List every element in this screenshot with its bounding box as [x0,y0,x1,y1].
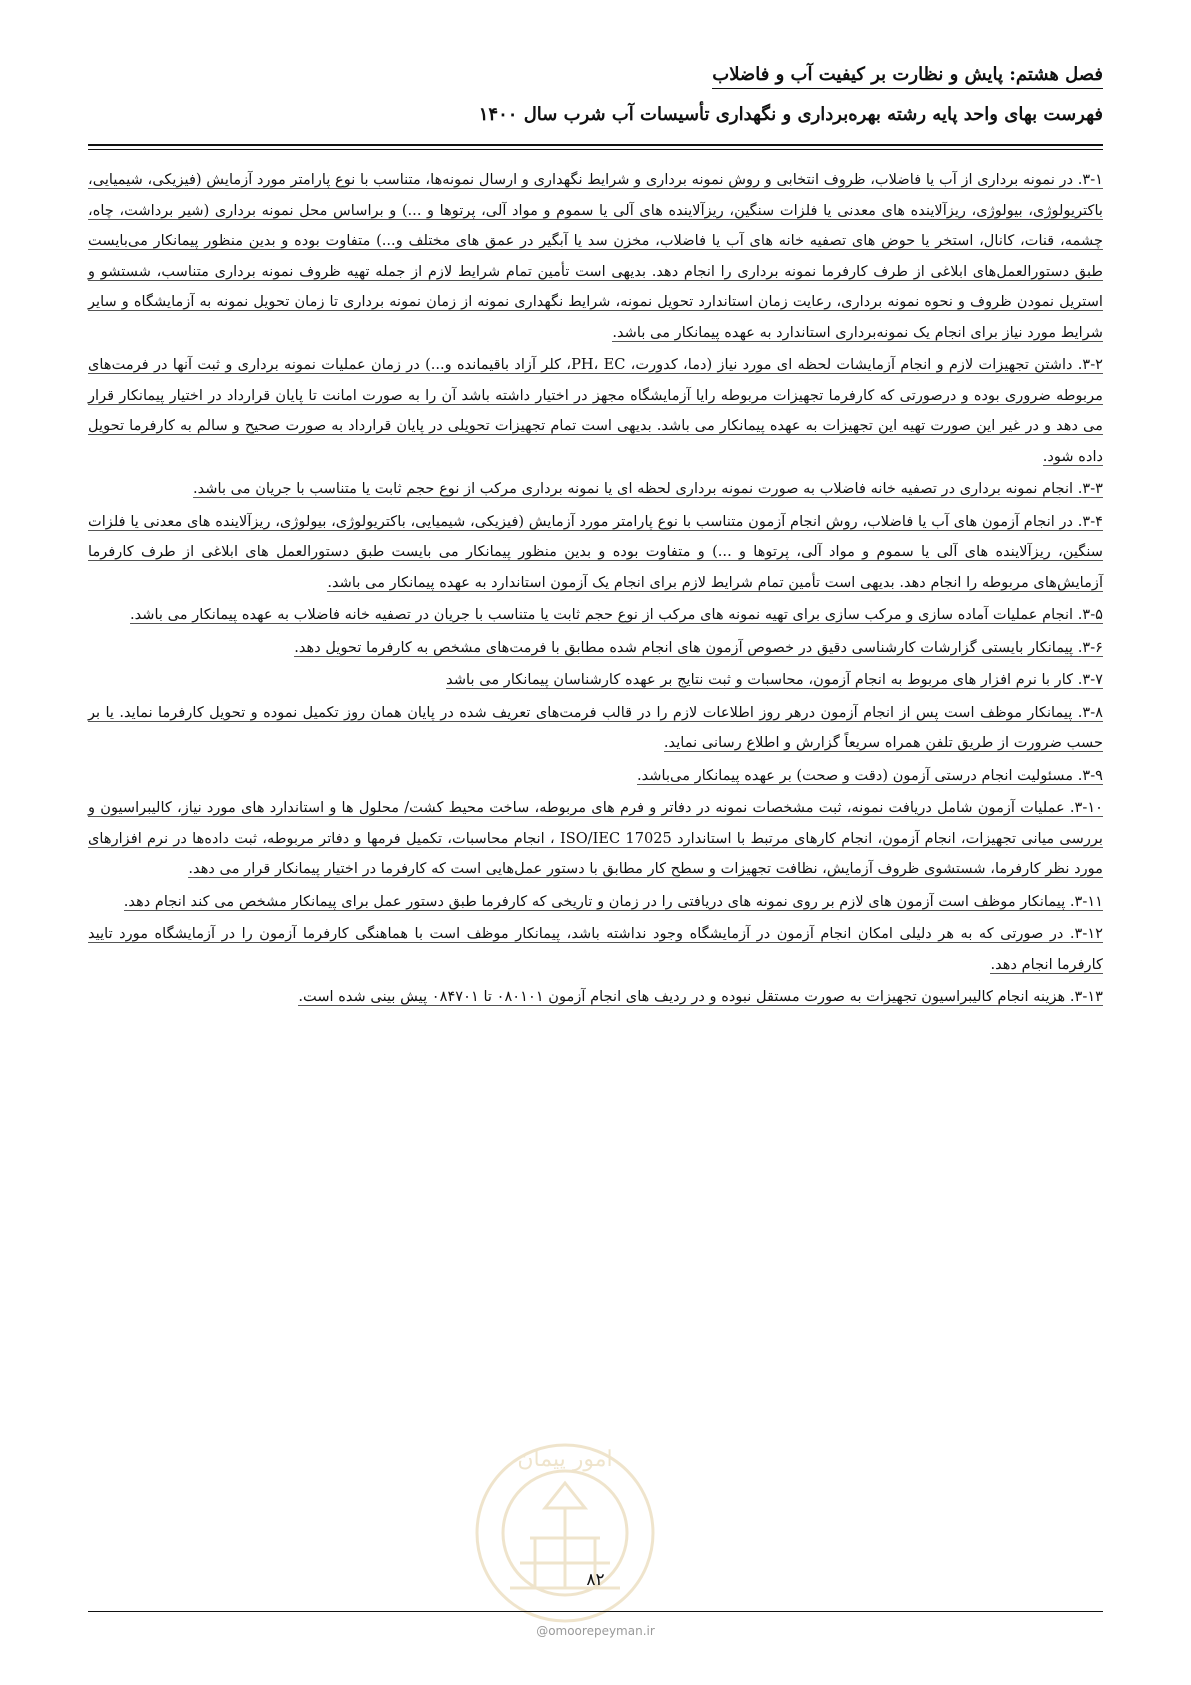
clause-3-8: ۳-۸. پیمانکار موظف است پس از انجام آزمون درهر روز اطلاعات لازم را در قالب فرمت‌های تعریف شده در پایان همان روز تکمیل نموده و تحویل کارفرما نماید. یا بر حسب ضرورت از طریق تلفن همراه سریعاً گزارش و اطلاع رسانی نماید. [88,703,1103,751]
seal-logo [440,1438,690,1628]
header-rule [88,144,1103,146]
list-title: فهرست بهای واحد پایه رشته بهره‌برداری و نگهداری تأسیسات آب شرب سال ۱۴۰۰ [478,104,1103,125]
clause-3-3: ۳-۳. انجام نمونه برداری در تصفیه خانه فاضلاب به صورت نمونه برداری لحظه ای یا نمونه برداری مرکب از نوع حجم ثابت یا متناسب با جریان می باشد. [192,480,1103,497]
clause-3-11: ۳-۱۱. پیمانکار موظف است آزمون های لازم بر روی نمونه های دریافتی را در زمان و تاریخی که کارفرما طبق دستور عمل برای پیمانکار مشخص می کند انجام دهد. [123,892,1103,910]
clause-3-4: ۳-۴. در انجام آزمون های آب یا فاضلاب، روش انجام آزمون متناسب با نوع پارامتر مورد آزمایش (فیزیکی، شیمیایی، باکتریولوژی، بیولوژی، ریزآلاینده های معدنی یا فلزات سنگین، ریزآلاینده های آلی یا سموم و مواد آلی، پرتوها و ...) و متفاوت بوده و بدین منظور پیمانکار می بایست طبق دستورالعمل های ابلاغی از طرف کارفرما آزمایش‌های مربوطه را انجام دهد. بدیهی است تأمین تمام شرایط لازم برای انجام یک آزمون استاندارد به عهده پیمانکار می باشد. [88,512,1103,591]
clause-3-7: ۳-۷. کار با نرم افزار های مربوط به انجام آزمون، محاسبات و ثبت نتایج بر عهده کارشناسان پیمانکار می باشد [446,671,1103,688]
seal-text: امور پیمان [517,1447,613,1472]
clause-3-12: ۳-۱۲. در صورتی که به هر دلیلی امکان انجام آزمون در آزمایشگاه وجود نداشته باشد، پیمانکار موظف است با هماهنگی کارفرما آزمون را در آزمایشگاه مورد تایید کارفرما انجام دهد. [88,925,1103,973]
clause-3-13: ۳-۱۳. هزینه انجام کالیبراسیون تجهیزات به صورت مستقل نبوده و در ردیف های انجام آزمون ۰۸۰۱۰۱ تا ۰۸۴۷۰۱ پیش بینی شده است. [298,988,1103,1005]
clause-3-1: ۳-۱. در نمونه برداری از آب یا فاضلاب، ظروف انتخابی و روش نمونه برداری و شرایط نگهداری و ارسال نمونه‌ها، متناسب با نوع پارامتر مورد آزمایش (فیزیکی، شیمیایی، باکتریولوژی، بیولوژی، ریزآلاینده های معدنی یا فلزات سنگین، ریزآلاینده های آلی یا سموم و مواد آلی، پرتوها و ...) و براساس محل نمونه برداری (شیر برداشت، چاه، چشمه، قنات، کانال، استخر یا حوض های تصفیه خانه های آب یا فاضلاب، مخزن سد یا آبگیر در عمق های مختلف و...) متفاوت بوده و بدین منظور پیمانکار می‌بایست طبق دستورالعمل‌های ابلاغی از طرف کارفرما نمونه برداری را انجام دهد. بدیهی است تأمین تمام شرایط لازم از جمله تهیه ظروف نمونه برداری متناسب، شستشو و استریل نمودن ظروف و نحوه نمونه برداری، رعایت زمان استاندارد تحویل نمونه، شرایط نگهداری نمونه از زمان نمونه برداری تا زمان تحویل نمونه به آزمایشگاه و سایر شرایط مورد نیاز برای انجام یک نمونه‌برداری استاندارد به عهده پیمانکار می باشد. [88,171,1103,341]
clause-3-9: ۳-۹. مسئولیت انجام درستی آزمون (دقت و صحت) بر عهده پیمانکار می‌باشد. [637,766,1103,784]
page-header [88,62,1103,129]
chapter-title: فصل هشتم: پایش و نظارت بر کیفیت آب و فاضلاب [712,62,1103,89]
site-watermark: @omoorepeyman.ir [536,1624,655,1638]
page-number: ۸۲ [586,1570,605,1590]
clause-3-6: ۳-۶. پیمانکار بایستی گزارشات کارشناسی دقیق در خصوص آزمون های انجام شده مطابق با فرمت‌های مشخص به کارفرما تحویل دهد. [294,638,1103,656]
footer-rule [88,1611,1103,1612]
clauses-body [88,165,1103,1015]
clause-3-10: ۳-۱۰. عملیات آزمون شامل دریافت نمونه، ثبت مشخصات نمونه در دفاتر و فرم های مربوطه، ساخت محیط کشت/ محلول ها و استاندارد های مورد نیاز، کالیبراسیون و بررسی میانی تجهیزات، انجام آزمون، انجام کارهای مرتبط با استاندارد ISO/IEC 17025 ، انجام محاسبات، تکمیل فرمها و دفاتر مربوطه، ثبت داده‌ها در نرم افزارهای مورد نظر کارفرما، شستشوی ظروف آزمایش، نظافت تجهیزات و سطح کار مطابق با دستور عمل‌هایی است که کارفرما در اختیار پیمانکار قرار می دهد. [88,799,1103,877]
header-rule-thin [88,149,1103,150]
clause-3-5: ۳-۵. انجام عملیات آماده سازی و مرکب سازی برای تهیه نمونه های مرکب از نوع حجم ثابت یا متناسب با جریان در تصفیه خانه فاضلاب به عهده پیمانکار می باشد. [129,606,1103,623]
clause-3-2: ۳-۲. داشتن تجهیزات لازم و انجام آزمایشات لحظه ای مورد نیاز (دما، کدورت، PH، EC، کلر آزاد باقیمانده و...) در زمان عملیات نمونه برداری و ثبت آنها در فرمت‌های مربوطه ضروری بوده و درصورتی که کارفرما تجهیزات مربوطه رایا آزمایشگاه مجهز در اختیار داشته باشد آن را به صورت امانت تا پایان قرارداد در اختیار پیمانکار قرار می دهد و در غیر این صورت تهیه این تجهیزات به عهده پیمانکار می باشد. بدیهی است تمام تجهیزات تحویلی در پایان قرارداد به صورت صحیح و سالم به کارفرما تحویل داده شود. [88,356,1104,465]
